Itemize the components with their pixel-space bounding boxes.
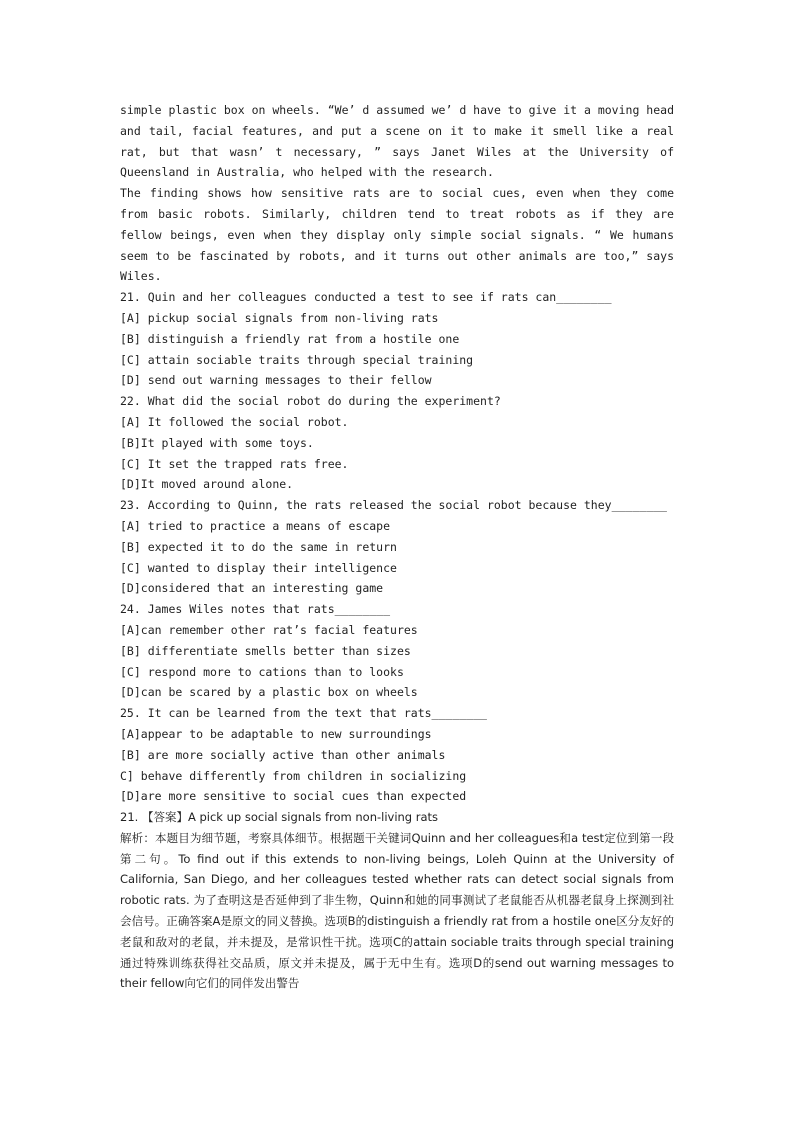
option-d: [D]It moved around alone. <box>120 477 294 492</box>
question-24 <box>120 599 674 703</box>
option-c: [C] respond more to cations than to looks <box>120 664 404 679</box>
option-c: [C] It set the trapped rats free. <box>120 456 349 471</box>
question-stem: 24. James Wiles notes that rats________ <box>120 602 391 617</box>
option-a: [A] pickup social signals from non-living rats <box>120 310 439 325</box>
option-b: [B]It played with some toys. <box>120 435 314 450</box>
answer-analysis: 解析：本题目为细节题，考察具体细节。根据题干关键词Quinn and her colleagues和a test定位到第一段第二句。To find out if this extends to non-living beings, Loleh Quinn at the University of California, San Diego, and her colleagues tested whether rats can detect social signals from robotic rats. 为了查明这是否延伸到了非生物，Quinn和她的同事测试了老鼠能否从机器老鼠身上探测到社会信号。正确答案A是原文的同义替换。选项B的distinguish a friendly rat from a hostile one区分友好的老鼠和敌对的老鼠，并未提及，是常识性干扰。选项C的attain sociable traits through special training通过特殊训练获得社交品质，原文并未提及，属于无中生有。选项D的send out warning messages to their fellow向它们的同伴发出警告 <box>120 830 674 991</box>
option-b: [B] distinguish a friendly rat from a hostile one <box>120 331 460 346</box>
question-25 <box>120 703 674 807</box>
question-21 <box>120 287 674 391</box>
question-23 <box>120 495 674 599</box>
option-b: [B] differentiate smells better than sizes <box>120 643 411 658</box>
option-b: [B] are more socially active than other animals <box>120 747 446 762</box>
option-b: [B] expected it to do the same in return <box>120 539 397 554</box>
passage-paragraph-1: simple plastic box on wheels. “We’ d assumed we’ d have to give it a moving head and tail, facial features, and put a scene on it to make it smell like a real rat, but that wasn’ t necessary, ” says Janet Wiles at the University of Queensland in Australia, who helped with the research. <box>120 103 674 180</box>
option-a: [A]can remember other rat’s facial features <box>120 622 418 637</box>
option-c: [C] wanted to display their intelligence <box>120 560 397 575</box>
document-page <box>120 100 674 994</box>
question-22 <box>120 391 674 495</box>
option-d: [D]are more sensitive to social cues than expected <box>120 789 467 804</box>
option-a: [A]appear to be adaptable to new surroundings <box>120 726 432 741</box>
passage-paragraph-2: The finding shows how sensitive rats are to social cues, even when they come from basic robots. Similarly, children tend to treat robots as if they are fellow beings, even when they display only simple social signals. “ We humans seem to be fascinated by robots, and it turns out other animals are too,” says Wiles. <box>120 186 674 284</box>
question-stem: 22. What did the social robot do during the experiment? <box>120 394 501 409</box>
answer-heading: 21. 【答案】A pick up social signals from non-living rats <box>120 810 439 825</box>
option-a: [A] tried to practice a means of escape <box>120 518 391 533</box>
option-d: [D] send out warning messages to their fellow <box>120 373 432 388</box>
option-d: [D]can be scared by a plastic box on wheels <box>120 685 418 700</box>
question-stem: 21. Quin and her colleagues conducted a test to see if rats can________ <box>120 290 612 305</box>
option-c: [C] attain sociable traits through special training <box>120 352 474 367</box>
option-a: [A] It followed the social robot. <box>120 414 349 429</box>
question-stem: 23. According to Quinn, the rats released the social robot because they________ <box>120 498 667 513</box>
question-stem: 25. It can be learned from the text that rats________ <box>120 706 487 721</box>
option-c: C] behave differently from children in socializing <box>120 768 467 783</box>
option-d: [D]considered that an interesting game <box>120 581 384 596</box>
